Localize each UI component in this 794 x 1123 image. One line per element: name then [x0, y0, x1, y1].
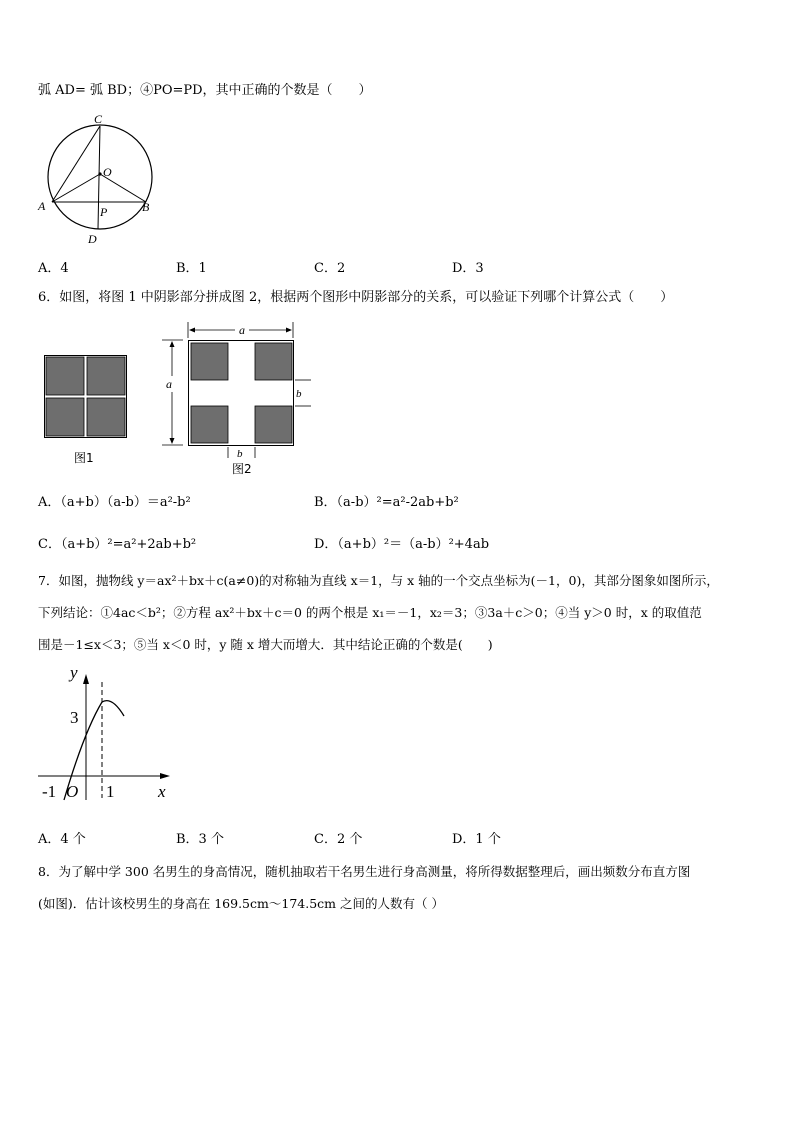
q6-fig2-caption: 图2: [232, 462, 252, 476]
label-b-right: b: [296, 388, 302, 400]
q7-option-b: B．3 个: [176, 832, 224, 847]
q5-option-b: B．1: [176, 261, 207, 276]
label-B: B: [142, 200, 150, 214]
q8-line-1: 8．为了解中学 300 名男生的身高情况，随机抽取若干名男生进行身高测量，将所得数据整理后，画出频数分布直方图: [38, 864, 691, 879]
q6-option-b: B．（a-b）²=a²-2ab+b²: [314, 495, 459, 510]
q7-line-3: 围是－1≤x＜3；⑤当 x＜0 时，y 随 x 增大而增大．其中结论正确的个数是( ): [38, 637, 493, 652]
q6-stem: 6．如图，将图 1 中阴影部分拼成图 2，根据两个图形中阴影部分的关系，可以验证下列哪个计算公式（ ）: [38, 290, 674, 305]
q6-option-a: A．（a+b）（a-b）＝a²-b²: [38, 495, 191, 510]
label-P: P: [100, 205, 108, 219]
origin-O: O: [66, 782, 79, 801]
label-a-left: a: [166, 377, 172, 391]
q6-fig1-caption: 图1: [74, 451, 94, 465]
tick-minus-1: -1: [42, 782, 57, 801]
q7-line-1: 7．如图，抛物线 y＝ax²＋bx＋c(a≠0)的对称轴为直线 x＝1，与 x 轴的一个交点坐标为(－1，0)，其部分图象如图所示，: [38, 573, 719, 588]
q8-line-2: (如图)．估计该校男生的身高在 169.5cm～174.5cm 之间的人数有（ ）: [38, 896, 444, 911]
label-b-bottom: b: [237, 448, 243, 460]
axis-label-x: x: [158, 782, 166, 801]
q6-figure-1: [44, 355, 128, 439]
q5-option-a: A．4: [38, 261, 69, 276]
q6-option-d: D．（a+b）²＝（a-b）²+4ab: [314, 537, 490, 552]
q5-option-d: D．3: [452, 261, 484, 276]
axis-label-y: y: [70, 663, 78, 682]
q7-option-a: A．4 个: [38, 832, 86, 847]
q6-figure-2: [155, 318, 325, 463]
q5-option-c: C．2: [314, 261, 346, 276]
q5-circle-figure: [30, 110, 160, 250]
q7-parabola-graph: [34, 660, 184, 805]
label-O: O: [103, 165, 112, 179]
tick-1: 1: [106, 782, 115, 801]
label-D: D: [88, 232, 97, 246]
label-a-top: a: [239, 323, 245, 337]
q5-stem-tail: 弧 AD= 弧 BD；④PO=PD，其中正确的个数是（ ）: [38, 83, 372, 98]
q7-option-d: D．1 个: [452, 832, 501, 847]
q6-option-c: C．（a+b）²=a²+2ab+b²: [38, 537, 197, 552]
label-A: A: [38, 199, 46, 213]
label-C: C: [94, 112, 103, 126]
q7-option-c: C．2 个: [314, 832, 363, 847]
q7-line-2: 下列结论：①4ac＜b²；②方程 ax²＋bx＋c＝0 的两个根是 x₁＝－1，x₂＝3；③3a＋c＞0；④当 y＞0 时，x 的取值范: [38, 605, 702, 620]
tick-3: 3: [70, 708, 79, 727]
